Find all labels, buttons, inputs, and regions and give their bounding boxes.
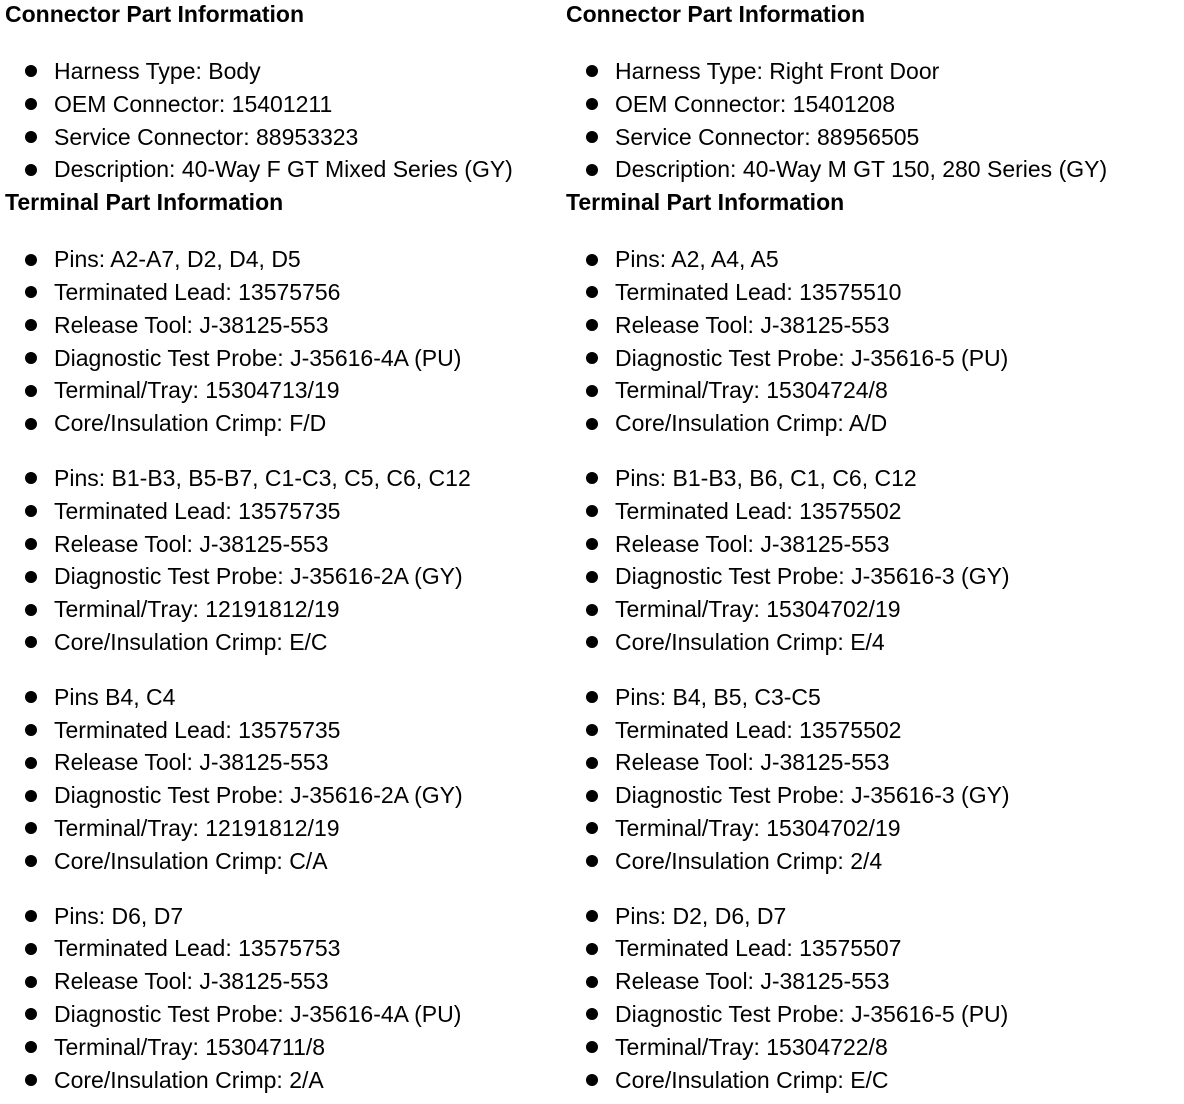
bullet-icon (25, 505, 37, 517)
bullet-icon (586, 724, 598, 736)
list-item (5, 309, 565, 342)
list-item (566, 812, 1126, 845)
bullet-icon (25, 910, 37, 922)
list-item-text: Core/Insulation Crimp: E/4 (615, 628, 885, 655)
list-item (566, 407, 1126, 440)
list-item-text: Release Tool: J-38125-553 (615, 968, 890, 995)
list-item-text: Terminated Lead: 13575735 (54, 497, 341, 524)
bullet-icon (586, 418, 598, 430)
list-item (5, 243, 565, 276)
list-item-text: Pins: B1-B3, B6, C1, C6, C12 (615, 464, 917, 491)
terminal-group-list (5, 243, 565, 440)
list-item (566, 560, 1126, 593)
bullet-icon (25, 538, 37, 550)
list-item-text: Diagnostic Test Probe: J-35616-4A (PU) (54, 344, 462, 371)
bullet-icon (25, 724, 37, 736)
bullet-icon (25, 1041, 37, 1053)
list-item-text: Terminated Lead: 13575502 (615, 497, 902, 524)
list-item-text: Diagnostic Test Probe: J-35616-2A (GY) (54, 782, 463, 809)
list-item (5, 812, 565, 845)
list-item-text: Terminated Lead: 13575502 (615, 716, 902, 743)
list-item (5, 88, 565, 121)
list-item (5, 779, 565, 812)
bullet-icon (25, 943, 37, 955)
list-item (566, 121, 1126, 154)
bullet-icon (586, 98, 598, 110)
bullet-icon (25, 319, 37, 331)
list-item-text: Terminated Lead: 13575507 (615, 935, 902, 962)
terminal-group-list (566, 681, 1126, 878)
list-item (566, 1031, 1126, 1064)
bullet-icon (586, 472, 598, 484)
bullet-icon (586, 319, 598, 331)
list-item-text: Pins: A2-A7, D2, D4, D5 (54, 246, 301, 273)
list-item-text: Pins: B1-B3, B5-B7, C1-C3, C5, C6, C12 (54, 464, 471, 491)
list-item-text: Release Tool: J-38125-553 (615, 311, 890, 338)
list-item-text: Diagnostic Test Probe: J-35616-2A (GY) (54, 563, 463, 590)
list-item (5, 374, 565, 407)
bullet-icon (586, 164, 598, 176)
list-item (5, 462, 565, 495)
bullet-icon (586, 910, 598, 922)
right-connector-column (566, 0, 1126, 1096)
bullet-icon (586, 131, 598, 143)
list-item (566, 626, 1126, 659)
list-item (5, 121, 565, 154)
list-item (5, 998, 565, 1031)
bullet-icon (25, 65, 37, 77)
bullet-icon (586, 1074, 598, 1086)
list-item-text: Terminal/Tray: 15304722/8 (615, 1033, 888, 1060)
bullet-icon (25, 790, 37, 802)
list-item-text: Diagnostic Test Probe: J-35616-3 (GY) (615, 782, 1010, 809)
list-item-text: Core/Insulation Crimp: A/D (615, 410, 888, 437)
list-item (5, 746, 565, 779)
list-item-text: Harness Type: Right Front Door (615, 58, 940, 84)
list-item-text: Terminated Lead: 13575510 (615, 278, 902, 305)
bullet-icon (25, 98, 37, 110)
bullet-icon (586, 691, 598, 703)
list-item (5, 965, 565, 998)
bullet-icon (586, 604, 598, 616)
list-item (566, 1064, 1126, 1097)
list-item-text: Description: 40-Way M GT 150, 280 Series (GY) (615, 156, 1108, 183)
list-item-text: Pins: D6, D7 (54, 902, 184, 929)
list-item (566, 309, 1126, 342)
list-item-text: Core/Insulation Crimp: E/C (54, 628, 328, 655)
bullet-icon (25, 604, 37, 616)
list-item-text: Pins: B4, B5, C3-C5 (615, 683, 821, 710)
list-item-text: Harness Type: Body (54, 58, 261, 84)
list-item-text: Terminal/Tray: 12191812/19 (54, 814, 340, 841)
bullet-icon (25, 131, 37, 143)
bullet-icon (25, 385, 37, 397)
list-item (5, 593, 565, 626)
bullet-icon (586, 636, 598, 648)
connector-info-list (566, 55, 1126, 186)
list-item (566, 593, 1126, 626)
list-item (5, 276, 565, 309)
connector-part-heading: Connector Part Information (5, 1, 305, 27)
list-item-text: Terminal/Tray: 15304713/19 (54, 377, 340, 404)
terminal-group-list (5, 681, 565, 878)
bullet-icon (586, 254, 598, 266)
bullet-icon (586, 1041, 598, 1053)
list-item (566, 462, 1126, 495)
list-item (5, 342, 565, 375)
list-item (5, 681, 565, 714)
bullet-icon (25, 636, 37, 648)
list-item-text: Service Connector: 88956505 (615, 123, 920, 150)
bullet-icon (25, 757, 37, 769)
list-item-text: Terminal/Tray: 12191812/19 (54, 596, 340, 623)
list-item-text: Terminal/Tray: 15304702/19 (615, 596, 901, 623)
terminal-group-list (5, 462, 565, 659)
list-item-text: Release Tool: J-38125-553 (54, 530, 329, 557)
list-item-text: Core/Insulation Crimp: 2/4 (615, 847, 883, 874)
list-item (566, 998, 1126, 1031)
list-item (566, 900, 1126, 933)
terminal-group-list (566, 462, 1126, 659)
bullet-icon (586, 505, 598, 517)
list-item-text: Service Connector: 88953323 (54, 123, 359, 150)
list-item (5, 153, 565, 186)
list-item-text: Core/Insulation Crimp: C/A (54, 847, 328, 874)
bullet-icon (586, 855, 598, 867)
bullet-icon (25, 1074, 37, 1086)
list-item (566, 681, 1126, 714)
list-item (5, 626, 565, 659)
list-item-text: Release Tool: J-38125-553 (54, 968, 329, 995)
list-item (5, 900, 565, 933)
bullet-icon (586, 790, 598, 802)
list-item (566, 374, 1126, 407)
list-item-text: Terminal/Tray: 15304711/8 (54, 1033, 326, 1060)
bullet-icon (586, 538, 598, 550)
list-item-text: Pins B4, C4 (54, 683, 176, 710)
list-item (566, 243, 1126, 276)
list-item-text: Release Tool: J-38125-553 (54, 749, 329, 776)
list-item (5, 932, 565, 965)
bullet-icon (25, 855, 37, 867)
list-item (566, 55, 1126, 88)
list-item-text: OEM Connector: 15401208 (615, 90, 896, 117)
list-item-text: Terminated Lead: 13575753 (54, 935, 341, 962)
list-item-text: Release Tool: J-38125-553 (615, 530, 890, 557)
list-item (566, 845, 1126, 878)
bullet-icon (586, 757, 598, 769)
list-item (5, 55, 565, 88)
list-item (566, 153, 1126, 186)
list-item-text: Release Tool: J-38125-553 (54, 311, 329, 338)
list-item (5, 1064, 565, 1097)
bullet-icon (586, 352, 598, 364)
bullet-icon (25, 472, 37, 484)
bullet-icon (25, 976, 37, 988)
list-item (5, 1031, 565, 1064)
list-item-text: Release Tool: J-38125-553 (615, 749, 890, 776)
list-item (566, 965, 1126, 998)
bullet-icon (586, 976, 598, 988)
bullet-icon (586, 1008, 598, 1020)
list-item (5, 407, 565, 440)
list-item (566, 779, 1126, 812)
bullet-icon (586, 286, 598, 298)
bullet-icon (586, 822, 598, 834)
bullet-icon (586, 65, 598, 77)
terminal-group-list (566, 900, 1126, 1097)
list-item (5, 845, 565, 878)
list-item-text: Terminated Lead: 13575756 (54, 278, 341, 305)
bullet-icon (25, 1008, 37, 1020)
connector-part-heading: Connector Part Information (566, 1, 866, 27)
list-item-text: Diagnostic Test Probe: J-35616-3 (GY) (615, 563, 1010, 590)
list-item-text: Terminal/Tray: 15304702/19 (615, 814, 901, 841)
list-item-text: Terminal/Tray: 15304724/8 (615, 377, 888, 404)
list-item (566, 342, 1126, 375)
bullet-icon (586, 943, 598, 955)
list-item (566, 495, 1126, 528)
list-item (566, 746, 1126, 779)
list-item (5, 495, 565, 528)
list-item (566, 276, 1126, 309)
bullet-icon (25, 254, 37, 266)
connector-info-list (5, 55, 565, 186)
list-item (5, 528, 565, 561)
bullet-icon (25, 286, 37, 298)
terminal-part-heading: Terminal Part Information (566, 189, 845, 216)
list-item-text: Pins: A2, A4, A5 (615, 246, 779, 273)
list-item (566, 714, 1126, 747)
bullet-icon (25, 164, 37, 176)
list-item-text: OEM Connector: 15401211 (54, 90, 333, 117)
terminal-part-heading: Terminal Part Information (5, 189, 284, 216)
terminal-group-list (566, 243, 1126, 440)
list-item-text: Diagnostic Test Probe: J-35616-5 (PU) (615, 1000, 1009, 1027)
bullet-icon (25, 691, 37, 703)
list-item-text: Core/Insulation Crimp: 2/A (54, 1066, 324, 1093)
left-connector-column (5, 0, 565, 1096)
list-item-text: Core/Insulation Crimp: F/D (54, 410, 327, 437)
bullet-icon (25, 418, 37, 430)
terminal-group-list (5, 900, 565, 1097)
list-item-text: Core/Insulation Crimp: E/C (615, 1066, 889, 1093)
bullet-icon (586, 385, 598, 397)
list-item (5, 714, 565, 747)
list-item-text: Pins: D2, D6, D7 (615, 902, 787, 929)
bullet-icon (25, 571, 37, 583)
list-item-text: Description: 40-Way F GT Mixed Series (GY) (54, 156, 513, 183)
bullet-icon (25, 822, 37, 834)
list-item (566, 88, 1126, 121)
bullet-icon (586, 571, 598, 583)
list-item (566, 932, 1126, 965)
bullet-icon (25, 352, 37, 364)
list-item (5, 560, 565, 593)
list-item-text: Diagnostic Test Probe: J-35616-5 (PU) (615, 344, 1009, 371)
list-item-text: Terminated Lead: 13575735 (54, 716, 341, 743)
list-item-text: Diagnostic Test Probe: J-35616-4A (PU) (54, 1000, 462, 1027)
list-item (566, 528, 1126, 561)
